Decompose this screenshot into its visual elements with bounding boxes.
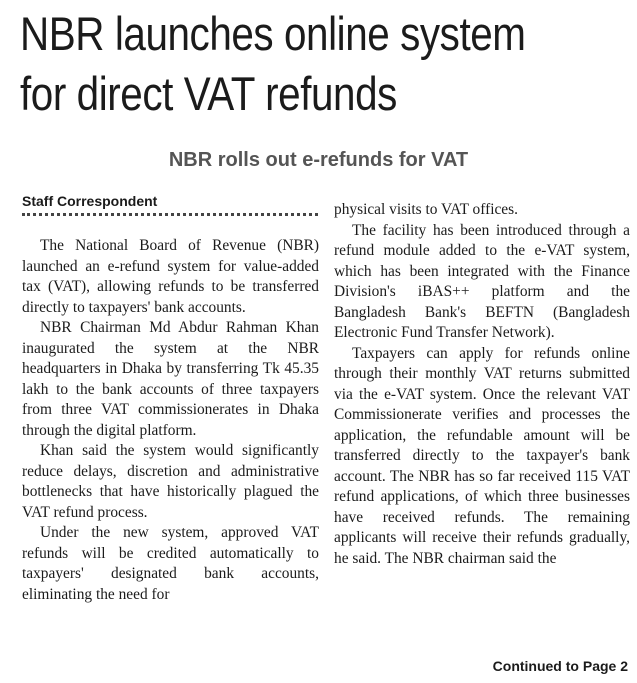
paragraph: Taxpayers can apply for refunds online through their monthly VAT returns submitted via the e-VAT system. Once the relevant VAT Commissionerate verifies and processes the application, the refundable amount will be transferred directly to the taxpayer's bank account. The NBR has so far received 115 VAT refund applications, of which three businesses have received refunds. The remaining applicants will receive their refunds gradually, he said. The NBR chairman said the bbox=[334, 344, 630, 567]
headline-line-1: NBR launches online system bbox=[20, 7, 526, 60]
headline-line-2: for direct VAT refunds bbox=[20, 67, 397, 120]
article-column-left bbox=[22, 236, 319, 605]
headline bbox=[20, 4, 546, 124]
paragraph: physical visits to VAT offices. bbox=[334, 201, 518, 218]
paragraph: The National Board of Revenue (NBR) launched an e-refund system for value-added tax (VAT), allowing refunds to be transferred directly to taxpayers' bank accounts. bbox=[22, 237, 319, 316]
byline: Staff Correspondent bbox=[22, 193, 158, 209]
article-column-right bbox=[334, 200, 630, 569]
continued-link[interactable]: Continued to Page 2 bbox=[492, 658, 628, 674]
paragraph: Khan said the system would significantly reduce delays, discretion and administrative bottlenecks that have historically plagued the VAT refund process. bbox=[22, 442, 319, 521]
paragraph: The facility has been introduced through a refund module added to the e-VAT system, which has been integrated with the Finance Division's iBAS++ platform and the Bangladesh Bank's BEFTN (Bangladesh Electronic Fund Transfer Network). bbox=[334, 221, 630, 341]
paragraph: NBR Chairman Md Abdur Rahman Khan inaugurated the system at the NBR headquarters in Dhaka by transferring Tk 45.35 lakh to the bank accounts of three taxpayers from three VAT commissionerates in Dhaka through the digital platform. bbox=[22, 319, 319, 439]
paragraph: Under the new system, approved VAT refunds will be credited automatically to taxpayers' designated bank accounts, eliminating the need for bbox=[22, 524, 319, 603]
subheadline: NBR rolls out e-refunds for VAT bbox=[168, 149, 469, 171]
dotted-divider bbox=[22, 213, 318, 216]
